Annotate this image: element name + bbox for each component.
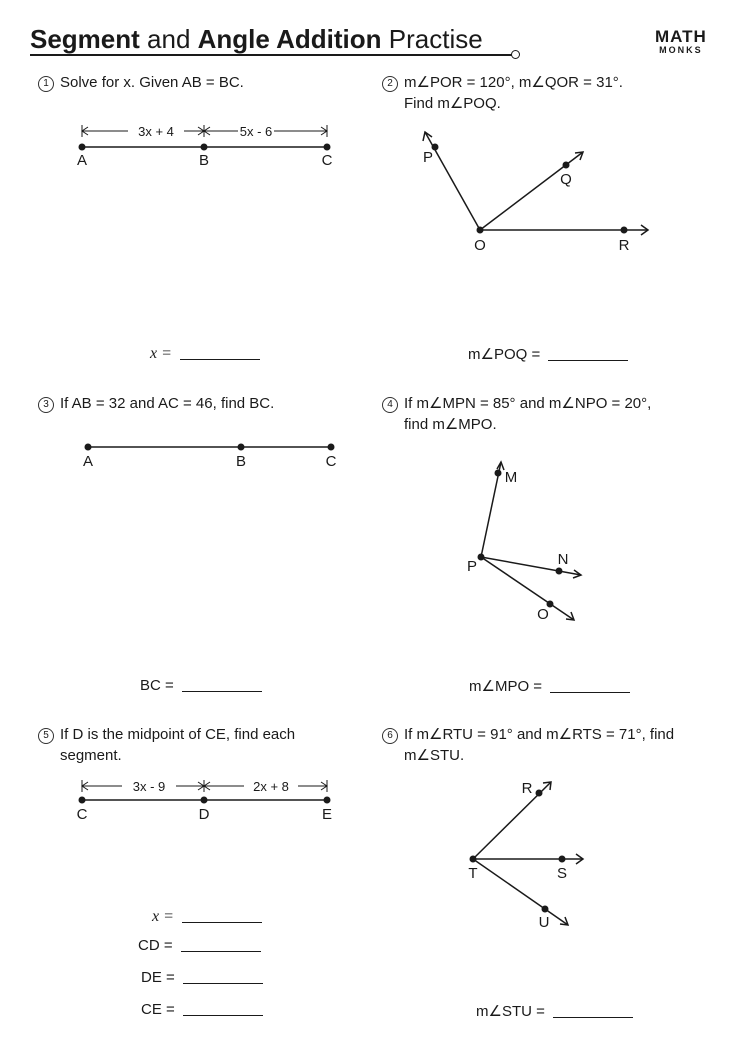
label-b: B <box>235 453 247 470</box>
problem-4-question <box>382 393 651 435</box>
answer-1-blank[interactable] <box>180 345 260 360</box>
point-c <box>79 797 86 804</box>
dim-label-2x-plus-8: 2x + 8 <box>253 779 289 794</box>
point-c <box>328 444 335 451</box>
label-r: R <box>618 237 630 254</box>
label-p: P <box>422 149 434 166</box>
point-e <box>324 797 331 804</box>
problem-5-line2: segment. <box>60 747 122 764</box>
label-c: C <box>321 152 333 169</box>
problem-2-line2: Find m∠POQ. <box>404 95 501 112</box>
answer-4-label: m∠MPO = <box>469 678 543 695</box>
point-a <box>79 144 86 151</box>
dim-label-5x-minus-6: 5x - 6 <box>239 124 273 139</box>
label-b: B <box>198 152 210 169</box>
problem-1-question <box>38 72 244 93</box>
title-practise: Practise <box>381 24 483 54</box>
answer-3-label: BC = <box>140 677 174 694</box>
problem-3-text: If AB = 32 and AC = 46, find BC. <box>60 395 275 412</box>
ray-oq-arrow <box>575 152 583 160</box>
point-d <box>201 797 208 804</box>
problem-5-line1: If D is the midpoint of CE, find each <box>60 726 296 743</box>
title-and: and <box>139 24 198 54</box>
problem-5-answer-ce <box>141 1001 263 1018</box>
answer-6-label: m∠STU = <box>476 1003 545 1020</box>
problem-2-question <box>382 72 623 114</box>
problem-6-number: 6 <box>382 728 398 744</box>
problem-4-figure <box>440 440 600 630</box>
point-n <box>556 568 563 575</box>
problem-6-line2: m∠STU. <box>404 747 465 764</box>
problem-6-line1: If m∠RTU = 91° and m∠RTS = 71°, find <box>404 726 675 743</box>
label-c: C <box>76 806 88 823</box>
label-m: M <box>504 469 518 486</box>
answer-5-ce-blank[interactable] <box>183 1001 263 1016</box>
point-r <box>536 790 543 797</box>
logo-bottom-text: MONKS <box>659 45 703 55</box>
label-r: R <box>521 780 533 797</box>
answer-5-de-label: DE = <box>141 969 175 986</box>
point-b <box>238 444 245 451</box>
problem-1-answer <box>150 345 260 363</box>
answer-3-blank[interactable] <box>182 677 262 692</box>
problem-5-figure <box>60 770 360 830</box>
label-t: T <box>468 865 478 882</box>
title-segment: Segment <box>30 24 140 54</box>
problem-2-line1: m∠POR = 120°, m∠QOR = 31°. <box>404 74 623 91</box>
answer-5-x-blank[interactable] <box>182 908 262 923</box>
label-q: Q <box>560 171 572 188</box>
label-c: C <box>325 453 337 470</box>
problem-2-figure <box>400 120 670 260</box>
problem-1-text: Solve for x. Given AB = BC. <box>60 74 244 91</box>
ray-tu <box>473 859 568 925</box>
label-d: D <box>198 806 210 823</box>
point-c <box>324 144 331 151</box>
problem-3-question <box>38 393 274 414</box>
title-underline-dot <box>511 50 520 59</box>
problem-5-answer-x <box>152 908 262 926</box>
answer-2-blank[interactable] <box>548 346 628 361</box>
label-o: O <box>474 237 486 254</box>
point-t <box>470 856 477 863</box>
label-a: A <box>82 453 94 470</box>
problem-4-line2: find m∠MPO. <box>404 416 497 433</box>
problem-3-answer <box>140 677 262 694</box>
point-o <box>477 227 484 234</box>
point-q <box>563 162 570 169</box>
answer-1-label: x = <box>150 345 172 362</box>
problem-3-figure <box>60 435 360 475</box>
point-m <box>495 470 502 477</box>
problem-5-answer-cd <box>138 937 261 954</box>
dim-label-3x-plus-4: 3x + 4 <box>138 124 174 139</box>
problem-2-number: 2 <box>382 76 398 92</box>
problem-3-number: 3 <box>38 397 54 413</box>
problem-4-answer <box>469 677 630 695</box>
problem-1-number: 1 <box>38 76 54 92</box>
point-r <box>621 227 628 234</box>
problem-6-answer <box>476 1002 633 1020</box>
point-p <box>478 554 485 561</box>
math-monks-logo <box>655 27 707 55</box>
label-n: N <box>557 551 569 568</box>
answer-5-x-label: x = <box>152 908 174 925</box>
problem-4-number: 4 <box>382 397 398 413</box>
answer-5-ce-label: CE = <box>141 1001 175 1018</box>
logo-top-text: MATH <box>655 27 707 46</box>
label-a: A <box>76 152 88 169</box>
point-b <box>201 144 208 151</box>
problem-4-line1: If m∠MPN = 85° and m∠NPO = 20°, <box>404 395 652 412</box>
problem-2-answer <box>468 345 628 363</box>
answer-5-cd-label: CD = <box>138 937 173 954</box>
point-u <box>542 906 549 913</box>
point-s <box>559 856 566 863</box>
answer-4-blank[interactable] <box>550 678 630 693</box>
answer-5-cd-blank[interactable] <box>181 937 261 952</box>
point-a <box>85 444 92 451</box>
answer-6-blank[interactable] <box>553 1003 633 1018</box>
title-underline <box>30 54 516 56</box>
problem-5-answer-de <box>141 969 263 986</box>
problem-6-figure <box>440 770 610 940</box>
problem-1-figure <box>60 115 360 175</box>
label-u: U <box>538 914 550 931</box>
title-angle-addition: Angle Addition <box>197 24 382 54</box>
page-title <box>30 24 483 55</box>
label-p: P <box>466 558 478 575</box>
answer-2-label: m∠POQ = <box>468 346 541 363</box>
problem-5-number: 5 <box>38 728 54 744</box>
problem-6-question <box>382 724 674 766</box>
label-o: O <box>537 606 549 623</box>
label-s: S <box>556 865 568 882</box>
answer-5-de-blank[interactable] <box>183 969 263 984</box>
label-e: E <box>321 806 333 823</box>
problem-5-question <box>38 724 295 766</box>
dim-label-3x-minus-9: 3x - 9 <box>132 779 166 794</box>
